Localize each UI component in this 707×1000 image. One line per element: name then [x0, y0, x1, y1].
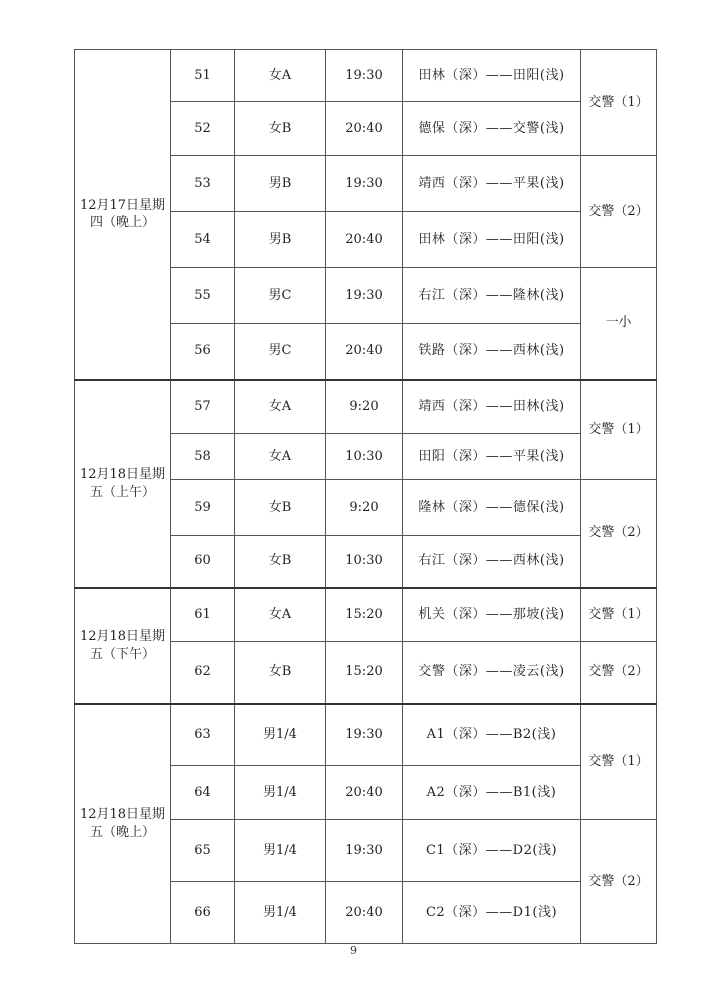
matchup-cell: 隆林（深）——德保(浅)	[403, 480, 581, 536]
time-cell: 15:20	[326, 642, 403, 704]
time-cell: 20:40	[326, 324, 403, 380]
match-number-cell: 51	[171, 50, 235, 102]
schedule-body	[75, 50, 657, 944]
matchup-cell: 交警（深）——凌云(浅)	[403, 642, 581, 704]
category-cell: 女B	[235, 102, 326, 156]
matchup-cell: 田林（深）——田阳(浅)	[403, 212, 581, 268]
category-cell: 女B	[235, 480, 326, 536]
matchup-cell: 右江（深）——西林(浅)	[403, 536, 581, 588]
match-number-cell: 52	[171, 102, 235, 156]
match-schedule-table	[74, 49, 657, 944]
matchup-cell: 田阳（深）——平果(浅)	[403, 434, 581, 480]
matchup-cell: C2（深）——D1(浅)	[403, 882, 581, 944]
match-number-cell: 62	[171, 642, 235, 704]
time-cell: 15:20	[326, 588, 403, 642]
venue-cell: 交警（2）	[581, 480, 657, 588]
category-cell: 女B	[235, 536, 326, 588]
match-number-cell: 63	[171, 704, 235, 766]
match-row	[75, 50, 657, 102]
category-cell: 男C	[235, 324, 326, 380]
time-cell: 20:40	[326, 882, 403, 944]
category-cell: 女B	[235, 642, 326, 704]
time-cell: 10:30	[326, 434, 403, 480]
matchup-cell: C1（深）——D2(浅)	[403, 820, 581, 882]
category-cell: 男1/4	[235, 820, 326, 882]
matchup-cell: A1（深）——B2(浅)	[403, 704, 581, 766]
match-number-cell: 56	[171, 324, 235, 380]
match-row	[75, 704, 657, 766]
venue-cell: 交警（1）	[581, 380, 657, 480]
category-cell: 女A	[235, 588, 326, 642]
match-number-cell: 58	[171, 434, 235, 480]
venue-cell: 交警（1）	[581, 704, 657, 820]
venue-cell: 交警（2）	[581, 820, 657, 944]
time-cell: 20:40	[326, 766, 403, 820]
venue-cell: 交警（1）	[581, 588, 657, 642]
time-cell: 9:20	[326, 480, 403, 536]
venue-cell: 交警（1）	[581, 50, 657, 156]
time-cell: 19:30	[326, 704, 403, 766]
time-cell: 19:30	[326, 268, 403, 324]
match-number-cell: 53	[171, 156, 235, 212]
page-number: 9	[350, 944, 357, 957]
matchup-cell: 田林（深）——田阳(浅)	[403, 50, 581, 102]
match-number-cell: 57	[171, 380, 235, 434]
category-cell: 男B	[235, 156, 326, 212]
venue-cell: 交警（2）	[581, 642, 657, 704]
matchup-cell: A2（深）——B1(浅)	[403, 766, 581, 820]
time-cell: 9:20	[326, 380, 403, 434]
match-number-cell: 65	[171, 820, 235, 882]
match-number-cell: 55	[171, 268, 235, 324]
time-cell: 19:30	[326, 156, 403, 212]
match-number-cell: 64	[171, 766, 235, 820]
match-number-cell: 66	[171, 882, 235, 944]
time-cell: 10:30	[326, 536, 403, 588]
time-cell: 19:30	[326, 820, 403, 882]
match-number-cell: 61	[171, 588, 235, 642]
time-cell: 20:40	[326, 102, 403, 156]
category-cell: 男B	[235, 212, 326, 268]
matchup-cell: 德保（深）——交警(浅)	[403, 102, 581, 156]
category-cell: 女A	[235, 434, 326, 480]
venue-cell: 交警（2）	[581, 156, 657, 268]
category-cell: 女A	[235, 50, 326, 102]
category-cell: 男1/4	[235, 704, 326, 766]
match-row	[75, 380, 657, 434]
category-cell: 女A	[235, 380, 326, 434]
match-number-cell: 60	[171, 536, 235, 588]
venue-cell: 一小	[581, 268, 657, 380]
date-cell: 12月18日星期五（下午）	[75, 588, 171, 704]
matchup-cell: 靖西（深）——平果(浅)	[403, 156, 581, 212]
matchup-cell: 铁路（深）——西林(浅)	[403, 324, 581, 380]
date-cell: 12月18日星期五（晚上）	[75, 704, 171, 944]
matchup-cell: 机关（深）——那坡(浅)	[403, 588, 581, 642]
matchup-cell: 右江（深）——隆林(浅)	[403, 268, 581, 324]
category-cell: 男1/4	[235, 882, 326, 944]
match-number-cell: 54	[171, 212, 235, 268]
date-cell: 12月18日星期五（上午）	[75, 380, 171, 588]
match-number-cell: 59	[171, 480, 235, 536]
date-cell: 12月17日星期四（晚上）	[75, 50, 171, 380]
matchup-cell: 靖西（深）——田林(浅)	[403, 380, 581, 434]
category-cell: 男C	[235, 268, 326, 324]
time-cell: 20:40	[326, 212, 403, 268]
category-cell: 男1/4	[235, 766, 326, 820]
match-row	[75, 588, 657, 642]
time-cell: 19:30	[326, 50, 403, 102]
